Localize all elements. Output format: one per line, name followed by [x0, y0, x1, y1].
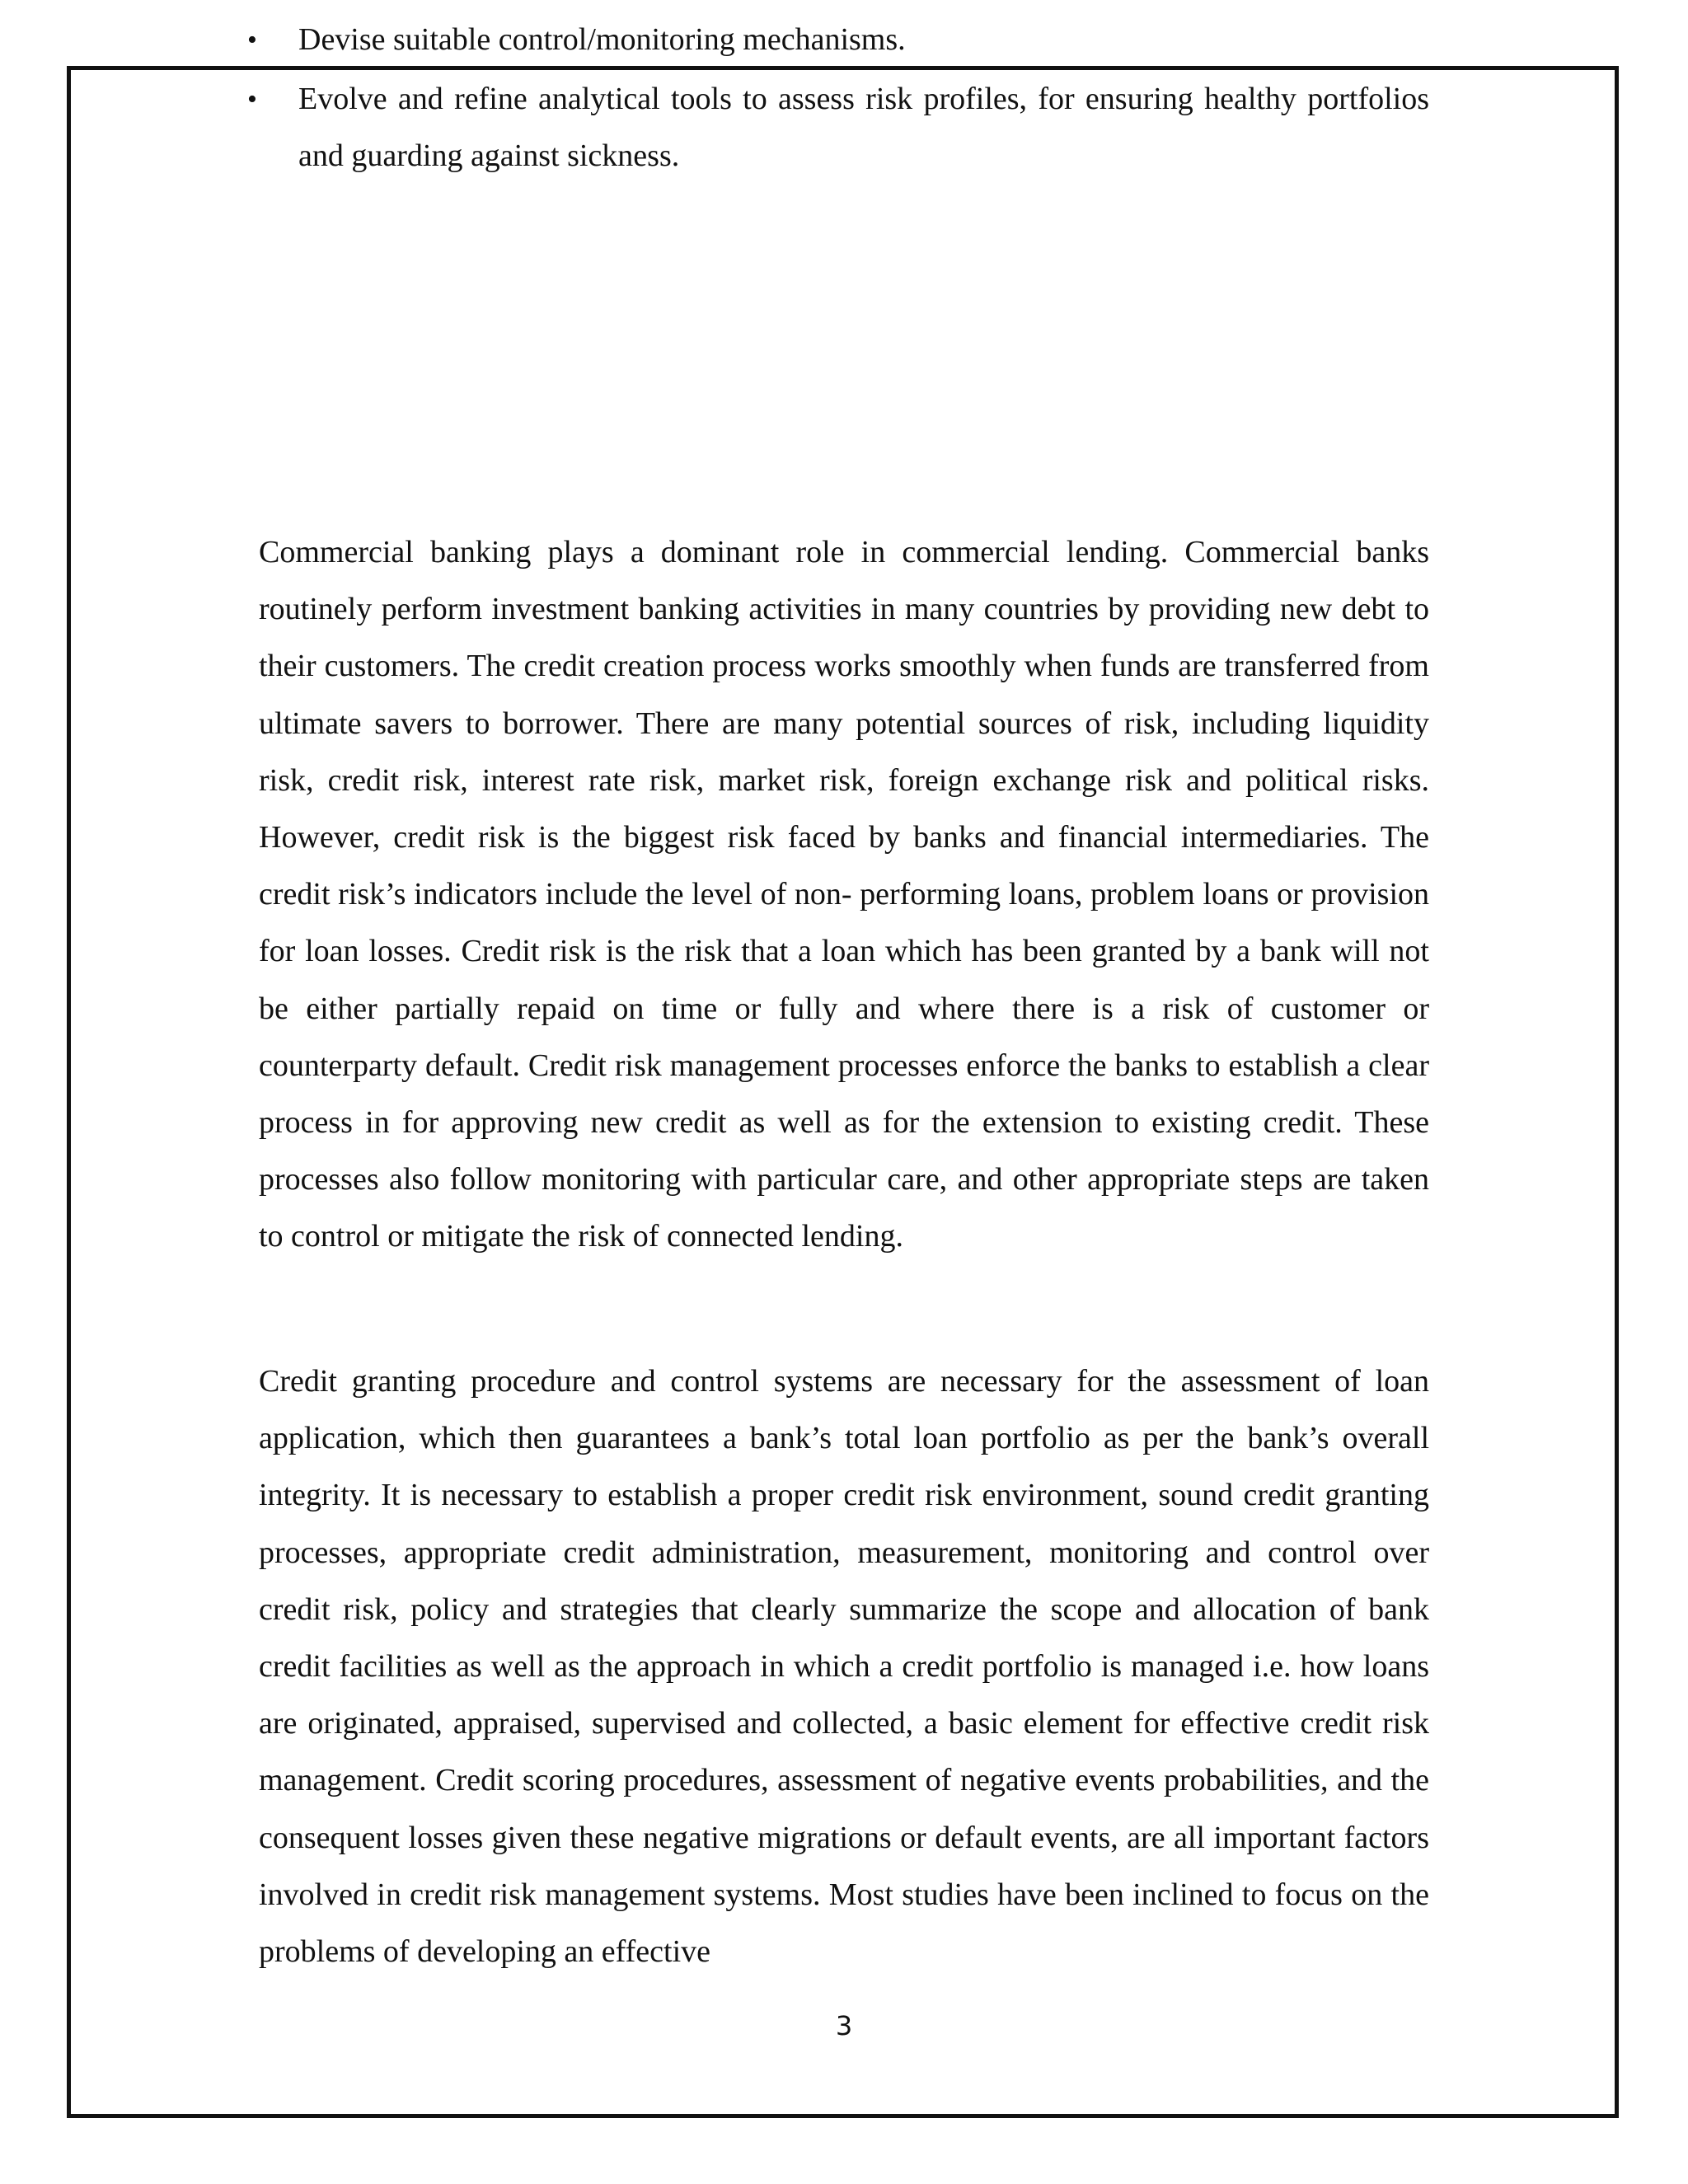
bullet-text: Evolve and refine analytical tools to assess risk profiles, for ensuring healthy portfolios and guarding against sickness.	[298, 82, 1429, 173]
bullet-item	[247, 12, 1429, 68]
body-paragraph: Commercial banking plays a dominant role in commercial lending. Commercial banks routinely perform investment banking activities in many countries by providing new debt to their customers. The credit creation process works smoothly when funds are transferred from ultimate savers to borrower. There are many potential sources of risk, including liquidity risk, credit risk, interest rate risk, market risk, foreign exchange risk and political risks. However, credit risk is the biggest risk faced by banks and financial intermediaries. The credit risk’s indicators include the level of non- performing loans, problem loans or provision for loan losses. Credit risk is the risk that a loan which has been granted by a bank will not be either partially repaid on time or fully and where there is a risk of customer or counterparty default. Credit risk management processes enforce the banks to establish a clear process in for approving new credit as well as for the extension to existing credit. These processes also follow monitoring with particular care, and other appropriate steps are taken to control or mitigate the risk of connected lending.	[259, 535, 1429, 1254]
page-number: 3	[835, 2010, 853, 2041]
bullet-marker: •	[247, 25, 257, 55]
bullet-text: Devise suitable control/monitoring mechanisms.	[298, 22, 906, 57]
bullet-item	[247, 71, 1429, 185]
bullet-marker: •	[247, 84, 257, 115]
body-paragraph: Credit granting procedure and control systems are necessary for the assessment of loan application, which then guarantees a bank’s total loan portfolio as per the bank’s overall integrity. It is necessary to establish a proper credit risk environment, sound credit granting processes, appropriate credit administration, measurement, monitoring and control over credit risk, policy and strategies that clearly summarize the scope and allocation of bank credit facilities as well as the approach in which a credit portfolio is managed i.e. how loans are originated, appraised, supervised and collected, a basic element for effective credit risk management. Credit scoring procedures, assessment of negative events probabilities, and the consequent losses given these negative migrations or default events, are all important factors involved in credit risk management systems. Most studies have been inclined to focus on the problems of developing an effective	[259, 1364, 1429, 1970]
